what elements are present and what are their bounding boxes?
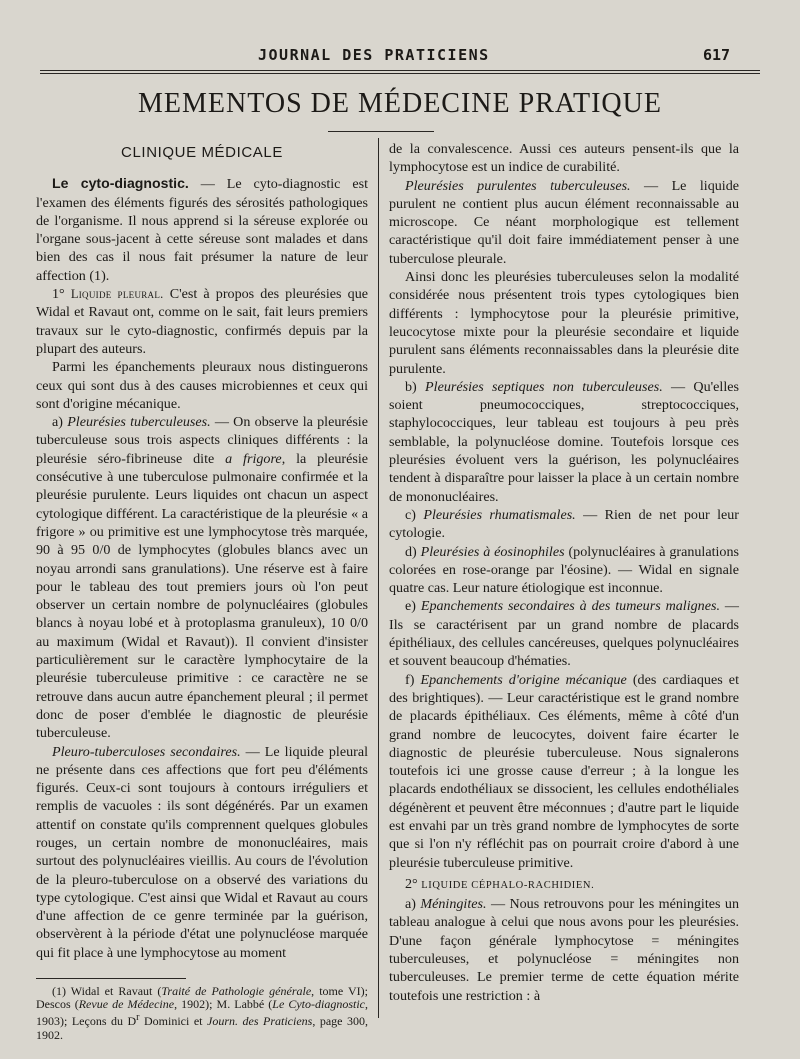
footnote-text: , tome VI); Descos ( — [36, 984, 368, 1012]
paragraph-epanchements-mecanique — [389, 671, 739, 872]
footnote-title: Journ. des Praticiens — [207, 1014, 313, 1029]
left-column — [36, 142, 368, 1042]
lead-term: Pleurésies tuberculeuses. — [67, 414, 211, 431]
item-letter: d) — [405, 543, 421, 560]
title-rule — [328, 131, 434, 132]
paragraph-text: Ainsi donc les pleurésies tuberculeuses selon la modalité considérée nous présentent trois types cytologiques bien différents : lymphocytose pour la pleurésie primitive, leucocytose mixte pour la pleurésie secondaire et liquide purulent sans éléments reconnaissables dans la pleurésie dite purulente. — [389, 269, 739, 377]
footnote-title: Le Cyto-diagnostic — [272, 997, 365, 1012]
footnote-text: , 1903); Leçons du D — [36, 997, 368, 1029]
lead-term: Le cyto-diagnostic. — [52, 175, 189, 192]
footnote-text: Dominici et — [139, 1014, 207, 1029]
paragraph-text: — Nous retrouvons pour les méningites un tableau analogue à celui que nous avons pour les pleurésies. D'une façon générale lymphocytose = méningites tuberculeuses, et polynucléose = méningites non tuberculeuses. Le premier terme de cette équation mérite toutefois une restriction : à — [389, 896, 739, 1004]
page-title: MEMENTOS DE MÉDECINE PRATIQUE — [138, 88, 662, 119]
footnote-rule — [36, 978, 186, 979]
footnote-superscript: r — [136, 1012, 140, 1024]
item-letter: a) — [405, 896, 421, 913]
lead-term: Pleuro-tuberculoses secondaires. — [52, 743, 241, 760]
section-heading: CLINIQUE MÉDICALE — [121, 144, 283, 161]
paragraph-text: (des cardiaques et des brightiques). — Leur caractéristique est le grand nombre de placards épithéliaux. Ces éléments, même à côté d'un grand nombre de leucocytes, doivent faire écarter le diagnostic de pleurésie tuberculeuse. Nous signalerons toutefois ici une grosse cause d'erreur ; à la longue les placards endothéliaux se dissocient, les cellules endothéliales dégénèrent et peuvent être méconnues ; d'autre part le liquide est envahi par un très grand nombre de lymphocytes de sorte que si l'on n'y réfléchit pas on pourrait croire d'abord à une pleurésie tuberculeuse primitive. — [389, 671, 739, 871]
paragraph-text: , la pleurésie consécutive à une tuberculose pulmonaire confirmée et la pleurésie purulente. Leurs liquides ont chacun un aspect cytologique différent. La caractéristique de la pleurésie « a frigore » ou primitive est une lymphocytose très marquée, 90 à 95 0/0 de lymphocytes (globules blancs avec un noyau arrondi sans granulations). Une réserve est à faire pour le tableau des tout premiers jours où l'on peut observer un certain nombre de polynucléaires (globules blancs à noyau lobé et à protoplasma granuleux), 10 0/0 au maximum (Widal et Ravaut)). Il convient d'insister particulièrement sur le caractère lymphocytaire de la pleurésie tuberculeuse primitive : ce caractère ne se retrouve dans aucun autre épanchement pleural ; il permet donc de poser d'emblée le diagnostic de pleurésie tuberculeuse. — [36, 450, 368, 742]
footnote-text: (1) Widal et Ravaut ( — [52, 984, 162, 999]
lead-term: Liquide pleural. — [70, 287, 164, 302]
footnote-text: , 1902); M. Labbé ( — [174, 997, 273, 1012]
paragraph-ainsi-donc — [389, 268, 739, 378]
page-number: 617 — [703, 46, 731, 64]
paragraph-liquide-pleural — [36, 285, 368, 358]
item-number: 1° — [52, 286, 71, 303]
item-number: 2° — [405, 875, 422, 892]
paragraph-text: de la convalescence. Aussi ces auteurs pensent-ils que la lymphocytose est un indice de curabilité. — [389, 141, 739, 176]
item-letter: c) — [405, 506, 424, 523]
footnote-title: Revue de Médecine — [78, 997, 175, 1012]
paragraph-meningites — [389, 895, 739, 1005]
paragraph-text: — Le liquide pleural ne présente dans ces affections que fort peu d'éléments figurés. Ceux-ci sont toujours à contours irréguliers et remplis de vacuoles : ils sont dégénérés. Par un examen attentif on constate qu'ils comprennent quelques globules rouges, un certain nombre de mononucléaires, mais surtout des polynucléaires vieillis. Au cours de l'évolution de la pleuro-tuberculose on a observé des variations du type cytologique. C'est ainsi que Widal et Ravaut au cours d'une affection de ce genre terminée par la guérison, observèrent à la période d'état une polynucléose marquée qui fit place à une lymphocytose au moment — [36, 743, 368, 961]
lead-term: Pleurésies à éosinophiles — [420, 543, 565, 560]
paragraph-pleuro-tuberculoses — [36, 743, 368, 963]
subsection-heading — [389, 875, 739, 895]
paragraph-convalescence — [389, 140, 739, 177]
paragraph-pleuresies-eosinophiles — [389, 543, 739, 598]
lead-term: Pleurésies septiques non tuberculeuses. — [425, 378, 663, 395]
lead-term: Pleurésies purulentes tuberculeuses. — [405, 177, 631, 194]
item-letter: e) — [405, 598, 421, 615]
paragraph-text: — On observe la pleurésie tuberculeuse sous trois aspects cliniques différents : la pleurésie séro-fibrineuse dite — [36, 414, 368, 467]
journal-title: JOURNAL DES PRATICIENS — [258, 46, 490, 64]
lead-term: Pleurésies rhumatismales. — [423, 506, 576, 523]
header-rule — [40, 70, 760, 71]
column-divider — [378, 138, 379, 1018]
italic-phrase: a frigore — [225, 450, 282, 467]
paragraph-text: — Ils se caractérisent par un grand nombre de placards épithéliaux, des cellules cancéreuses, quelques polynucléaires et souvent beaucoup d'hématies. — [389, 598, 739, 670]
paragraph-cyto-diagnostic — [36, 174, 368, 285]
running-header — [0, 46, 800, 66]
paragraph-text: — Qu'elles soient pneumococciques, streptococciques, staphylococciques, leur tableau est toujours à peu près semblable, la polynucléose domine. Toutefois lorsque ces pleurésies évoluent vers la guérison, les polynucléaires tendent à disparaître pour laisser la place à un certain nombre de mononucléaires. — [389, 378, 740, 505]
paragraph-pleuresies-rhumatismales — [389, 506, 739, 543]
paragraph-text: — Le liquide purulent ne contient plus aucun élément reconnaissable au microscope. Ce néant morphologique est tellement caractéristique qu'il doit faire immédiatement penser à une tuberculose pleurale. — [389, 177, 740, 267]
paragraph-text: — Le cyto-diagnostic est l'examen des éléments figurés des sérosités pathologiques de l'organisme. Il nous apprend si la séreuse explorée ou l'organe sous-jacent à cette séreuse sont malades et dans bien des cas il nous fait présumer la nature de leur affection (1). — [36, 176, 368, 284]
lead-term: LIQUIDE CÉPHALO-RACHIDIEN. — [421, 879, 595, 891]
paragraph-pleuresies-tuberculeuses — [36, 413, 368, 742]
paragraph-epanchements — [36, 358, 368, 413]
lead-term: Epanchements d'origine mécanique — [420, 671, 627, 688]
paragraph-epanchements-tumeurs — [389, 597, 739, 670]
footnote — [36, 985, 368, 1042]
right-column — [389, 140, 739, 1005]
paragraph-text: (polynucléaires à granulations colorées en rose-orange par l'éosine). — Widal en signale quatre cas. Leur nature étiologique est inconnue. — [389, 543, 740, 597]
item-letter: a) — [52, 414, 68, 431]
header-rule-double — [40, 73, 760, 74]
lead-term: Méningites. — [420, 896, 487, 913]
paragraph-pleuresies-purulentes — [389, 177, 739, 268]
footnote-text: , page 300, 1902. — [36, 1014, 368, 1042]
footnote-title: Traité de Pathologie générale — [161, 984, 312, 999]
lead-term: Epanchements secondaires à des tumeurs malignes. — [420, 598, 720, 615]
paragraph-text: — Rien de net pour leur cytologie. — [389, 506, 739, 542]
paragraph-pleuresies-septiques — [389, 378, 739, 506]
paragraph-text: C'est à propos des pleurésies que Widal et Ravaut ont, comme on le sait, fait leurs premiers travaux sur le cyto-diagnostic, confirmés depuis par la plupart des auteurs. — [36, 286, 368, 357]
paragraph-text: Parmi les épanchements pleuraux nous distinguerons ceux qui sont dus à des causes microbiennes et ceux qui sont d'origine mécanique. — [36, 359, 368, 412]
item-letter: b) — [405, 378, 426, 395]
item-letter: f) — [405, 671, 421, 688]
